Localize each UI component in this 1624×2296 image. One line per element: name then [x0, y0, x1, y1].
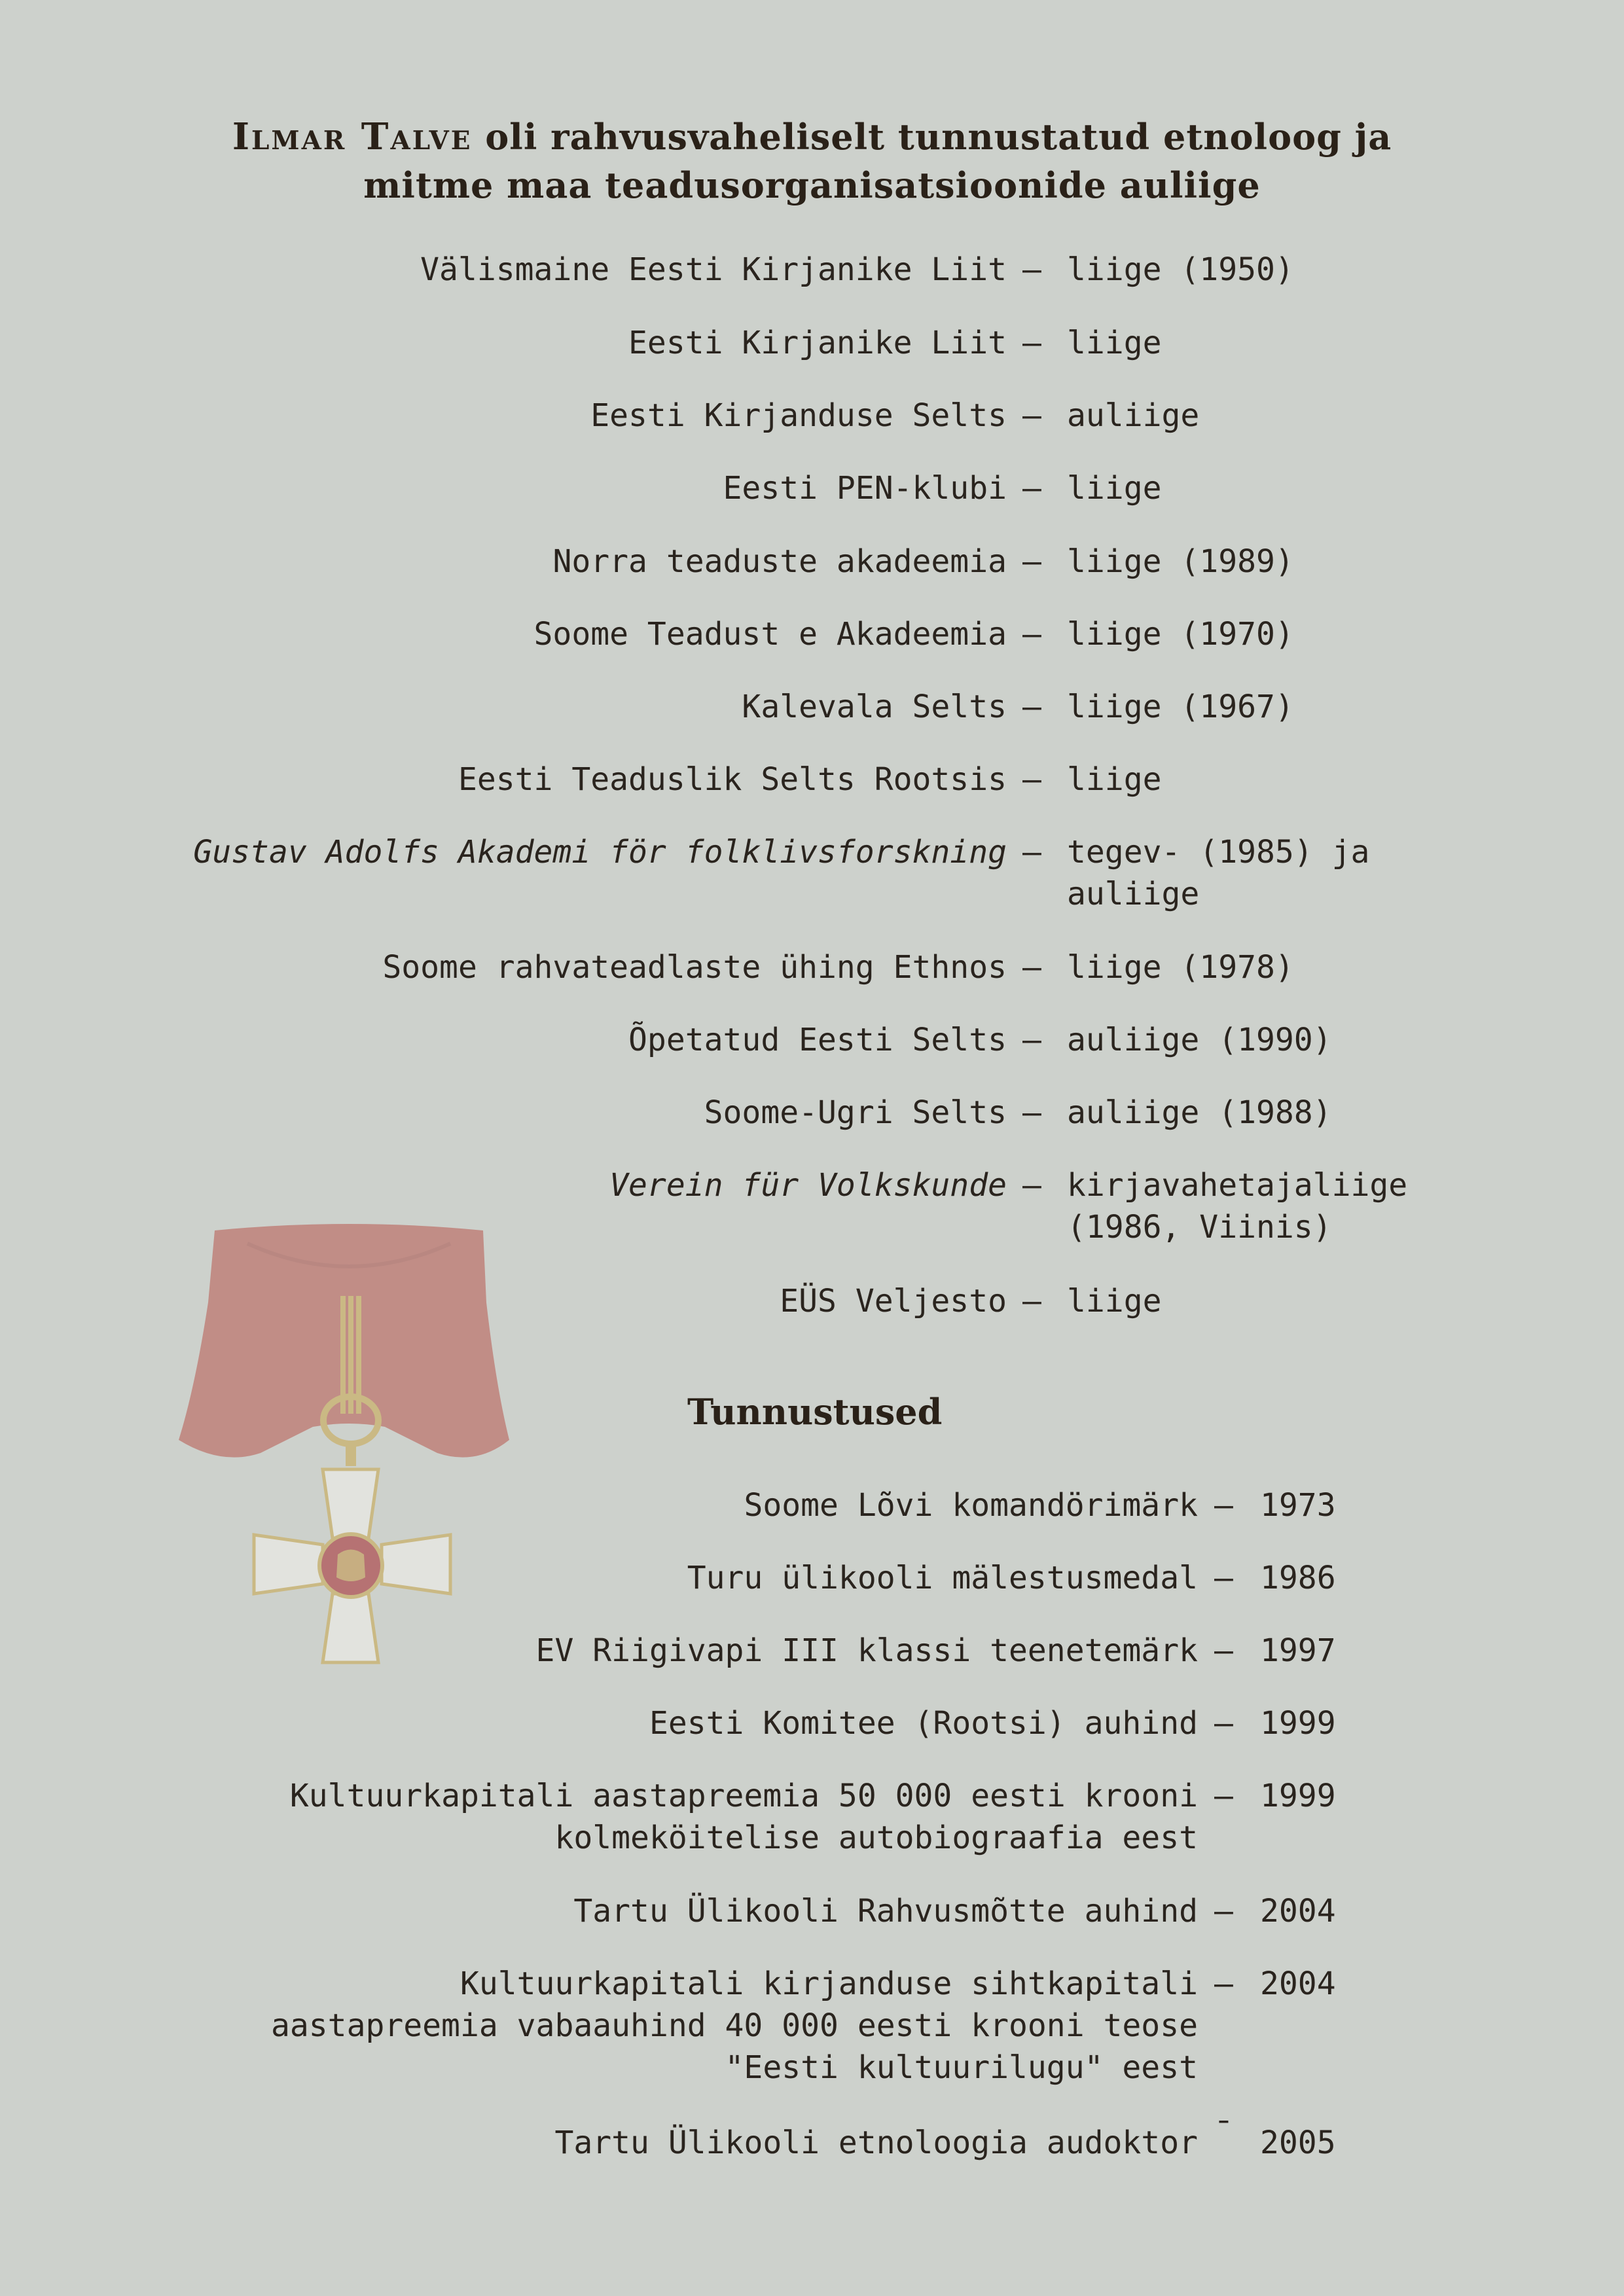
- award-dash: –: [1214, 1560, 1233, 1596]
- membership-organization: Norra teaduste akadeemia: [552, 543, 1007, 580]
- membership-organization: Eesti Kirjanduse Selts: [590, 397, 1007, 434]
- award-year: 2004: [1260, 1965, 1336, 2002]
- membership-dash: –: [1022, 543, 1041, 580]
- award-name: EV Riigivapi III klassi teenetemärk: [535, 1632, 1198, 1669]
- membership-dash: –: [1022, 325, 1041, 361]
- membership-organization: Kalevala Selts: [742, 689, 1007, 725]
- membership-organization: Välismaine Eesti Kirjanike Liit: [420, 251, 1007, 288]
- award-year: 1997: [1260, 1632, 1336, 1669]
- award-name: Kultuurkapitali kirjanduse sihtkapitali aastapreemia vabaauhind 40 000 eesti krooni teose "Eesti kultuurilugu" eest: [270, 1965, 1198, 2086]
- membership-organization: EÜS Veljesto: [780, 1283, 1007, 1319]
- membership-role: liige (1978): [1067, 949, 1294, 986]
- medal-icon: [169, 1224, 529, 1669]
- award-year: 2004: [1260, 1893, 1336, 1929]
- membership-dash: –: [1022, 470, 1041, 507]
- membership-organization: Eesti Teaduslik Selts Rootsis: [458, 761, 1007, 798]
- membership-organization: Eesti PEN-klubi: [723, 470, 1007, 507]
- award-dash: –: [1214, 1487, 1233, 1524]
- award-dash: –: [1214, 1632, 1233, 1669]
- membership-organization: Soome rahvateadlaste ühing Ethnos: [382, 949, 1007, 986]
- membership-role: liige: [1067, 1283, 1162, 1319]
- membership-dash: –: [1022, 949, 1041, 986]
- membership-dash: –: [1022, 1167, 1041, 1204]
- membership-dash: –: [1022, 834, 1041, 870]
- award-year: 1999: [1260, 1705, 1336, 1742]
- membership-dash: –: [1022, 1022, 1041, 1058]
- membership-role: auliige (1990): [1067, 1022, 1332, 1058]
- membership-dash: –: [1022, 251, 1041, 288]
- membership-role: liige (1967): [1067, 689, 1294, 725]
- membership-organization: Soome-Ugri Selts: [704, 1094, 1007, 1131]
- membership-role: liige: [1067, 325, 1162, 361]
- membership-dash: –: [1022, 689, 1041, 725]
- award-year: 1999: [1260, 1778, 1336, 1814]
- membership-dash: –: [1022, 1283, 1041, 1319]
- membership-organization: Soome Teadust e Akadeemia: [533, 616, 1007, 653]
- awards-section-title: Tunnustused: [687, 1391, 943, 1433]
- membership-role: liige (1970): [1067, 616, 1294, 653]
- award-dash: –: [1214, 1893, 1233, 1929]
- heading-line-1-rest: oli rahvusvaheliselt tunnustatud etnoloog ja: [472, 116, 1392, 158]
- membership-role: liige (1989): [1067, 543, 1294, 580]
- membership-role: auliige (1988): [1067, 1094, 1332, 1131]
- award-year: 2005: [1260, 2125, 1336, 2161]
- membership-dash: –: [1022, 397, 1041, 434]
- membership-organization: Verein für Volkskunde: [609, 1167, 1007, 1204]
- membership-organization: Õpetatud Eesti Selts: [628, 1022, 1007, 1058]
- award-name: Turu ülikooli mälestusmedal: [687, 1560, 1198, 1596]
- award-dash: ¯: [1214, 2115, 1233, 2152]
- membership-dash: –: [1022, 1094, 1041, 1131]
- membership-role: liige: [1067, 470, 1162, 507]
- membership-role: tegev- (1985) ja auliige: [1067, 834, 1370, 912]
- membership-organization: Gustav Adolfs Akademi för folklivsforskning: [193, 834, 1007, 870]
- membership-role: liige: [1067, 761, 1162, 798]
- award-dash: –: [1214, 1965, 1233, 2002]
- award-year: 1973: [1260, 1487, 1336, 1524]
- membership-dash: –: [1022, 616, 1041, 653]
- award-year: 1986: [1260, 1560, 1336, 1596]
- award-name: Eesti Komitee (Rootsi) auhind: [649, 1705, 1198, 1742]
- membership-role: liige (1950): [1067, 251, 1294, 288]
- award-name: Tartu Ülikooli Rahvusmõtte auhind: [573, 1893, 1198, 1929]
- heading-line-1: [0, 113, 1624, 161]
- membership-role: kirjavahetajaliige (1986, Viinis): [1067, 1167, 1408, 1246]
- page-heading: [0, 113, 1624, 209]
- award-dash: –: [1214, 1705, 1233, 1742]
- award-dash: –: [1214, 1778, 1233, 1814]
- membership-organization: Eesti Kirjanike Liit: [628, 325, 1007, 361]
- award-name: Tartu Ülikooli etnoloogia audoktor: [554, 2125, 1198, 2161]
- heading-person-name: Ilmar Talve: [232, 115, 473, 158]
- membership-role: auliige: [1067, 397, 1200, 434]
- award-name: Soome Lõvi komandörimärk: [744, 1487, 1198, 1524]
- heading-line-2: mitme maa teadusorganisatsioonide auliige: [363, 164, 1261, 206]
- membership-dash: –: [1022, 761, 1041, 798]
- award-name: Kultuurkapitali aastapreemia 50 000 eesti krooni kolmeköitelise autobiograafia eest: [289, 1778, 1198, 1856]
